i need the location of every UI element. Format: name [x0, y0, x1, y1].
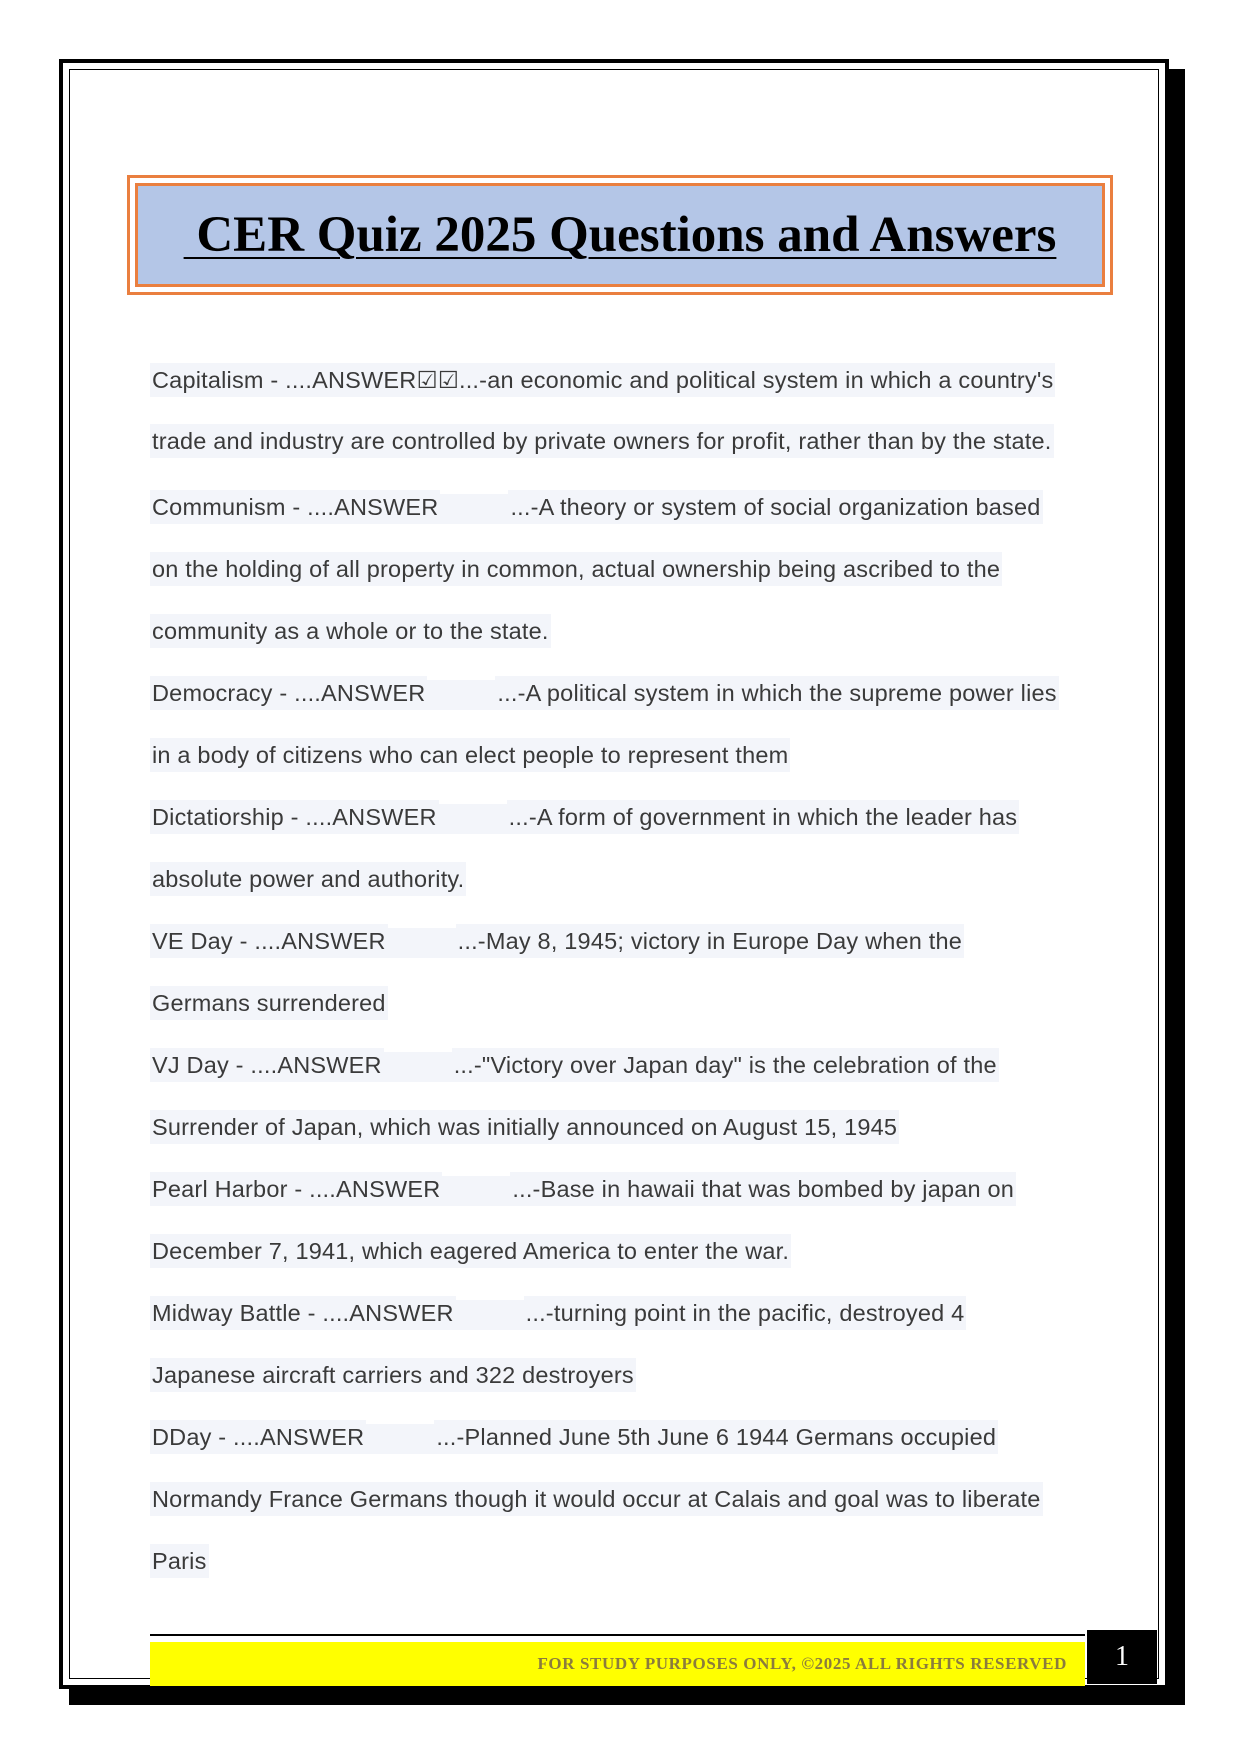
- qa-definition-line: Normandy France Germans though it would occur at Calais and goal was to liberate: [150, 1482, 1043, 1516]
- qa-entry-ve-day: [150, 928, 1100, 1048]
- qa-term: Democracy - ....ANSWER: [150, 676, 427, 710]
- qa-term: VE Day - ....ANSWER: [150, 924, 388, 958]
- qa-list: [150, 366, 1100, 1610]
- qa-definition-line: Japanese aircraft carriers and 322 destroyers: [150, 1358, 636, 1392]
- answer-gap: [456, 1300, 524, 1330]
- qa-definition-line: in a body of citizens who can elect people to represent them: [150, 738, 790, 772]
- answer-gap: [439, 804, 507, 834]
- qa-entry-dictatorship: [150, 804, 1100, 924]
- qa-definition-line: December 7, 1941, which eagered America to enter the war.: [150, 1234, 791, 1268]
- qa-definition-start: ...-A form of government in which the leader has: [507, 800, 1020, 834]
- qa-definition-start: ...-Planned June 5th June 6 1944 Germans occupied: [434, 1420, 998, 1454]
- qa-entry-pearl-harbor: [150, 1176, 1100, 1296]
- answer-gap: [384, 1052, 452, 1082]
- qa-definition-start: ...-"Victory over Japan day" is the celebration of the: [452, 1048, 999, 1082]
- page-number-box: [1087, 1630, 1157, 1684]
- qa-definition-line: on the holding of all property in common, actual ownership being ascribed to the: [150, 552, 1002, 586]
- qa-term: Capitalism - ....ANSWER☑☑...-an economic and political system in which a country's: [150, 363, 1055, 397]
- qa-definition-line: community as a whole or to the state.: [150, 614, 551, 648]
- qa-term: Communism - ....ANSWER: [150, 490, 440, 524]
- qa-entry-communism: [150, 494, 1100, 676]
- answer-gap: [442, 1176, 510, 1206]
- qa-definition-start: ...-A political system in which the supreme power lies: [495, 676, 1058, 710]
- qa-definition-start: ...-A theory or system of social organization based: [508, 490, 1042, 524]
- qa-definition-start: ...-May 8, 1945; victory in Europe Day when the: [456, 924, 964, 958]
- footer-rule: [150, 1634, 1085, 1636]
- qa-definition-line: absolute power and authority.: [150, 862, 466, 896]
- qa-entry-dday: [150, 1424, 1100, 1606]
- document-title: CER Quiz 2025 Questions and Answers: [183, 207, 1057, 263]
- answer-gap: [366, 1424, 434, 1454]
- qa-definition-line: Germans surrendered: [150, 986, 388, 1020]
- footer-bar: [150, 1642, 1085, 1686]
- qa-definition-line: Surrender of Japan, which was initially announced on August 15, 1945: [150, 1110, 899, 1144]
- qa-term: DDay - ....ANSWER: [150, 1420, 366, 1454]
- qa-entry-midway-battle: [150, 1300, 1100, 1420]
- answer-gap: [388, 928, 456, 958]
- qa-term: VJ Day - ....ANSWER: [150, 1048, 384, 1082]
- title-box-inner: [135, 183, 1105, 287]
- qa-term: Pearl Harbor - ....ANSWER: [150, 1172, 442, 1206]
- answer-gap: [440, 494, 508, 524]
- title-box: [127, 175, 1113, 295]
- answer-gap: [427, 680, 495, 710]
- footer-notice: FOR STUDY PURPOSES ONLY, ©2025 ALL RIGHTS RESERVED: [537, 1654, 1067, 1673]
- qa-entry-vj-day: [150, 1052, 1100, 1172]
- qa-term: Dictatiorship - ....ANSWER: [150, 800, 439, 834]
- qa-entry-capitalism: [150, 366, 1100, 490]
- qa-definition-start: ...-Base in hawaii that was bombed by japan on: [510, 1172, 1016, 1206]
- qa-definition-line: trade and industry are controlled by private owners for profit, rather than by the state.: [150, 424, 1054, 458]
- qa-term: Midway Battle - ....ANSWER: [150, 1296, 456, 1330]
- page-number: 1: [1115, 1641, 1129, 1672]
- qa-entry-democracy: [150, 680, 1100, 800]
- qa-definition-start: ...-turning point in the pacific, destroyed 4: [524, 1296, 967, 1330]
- qa-definition-line: Paris: [150, 1544, 209, 1578]
